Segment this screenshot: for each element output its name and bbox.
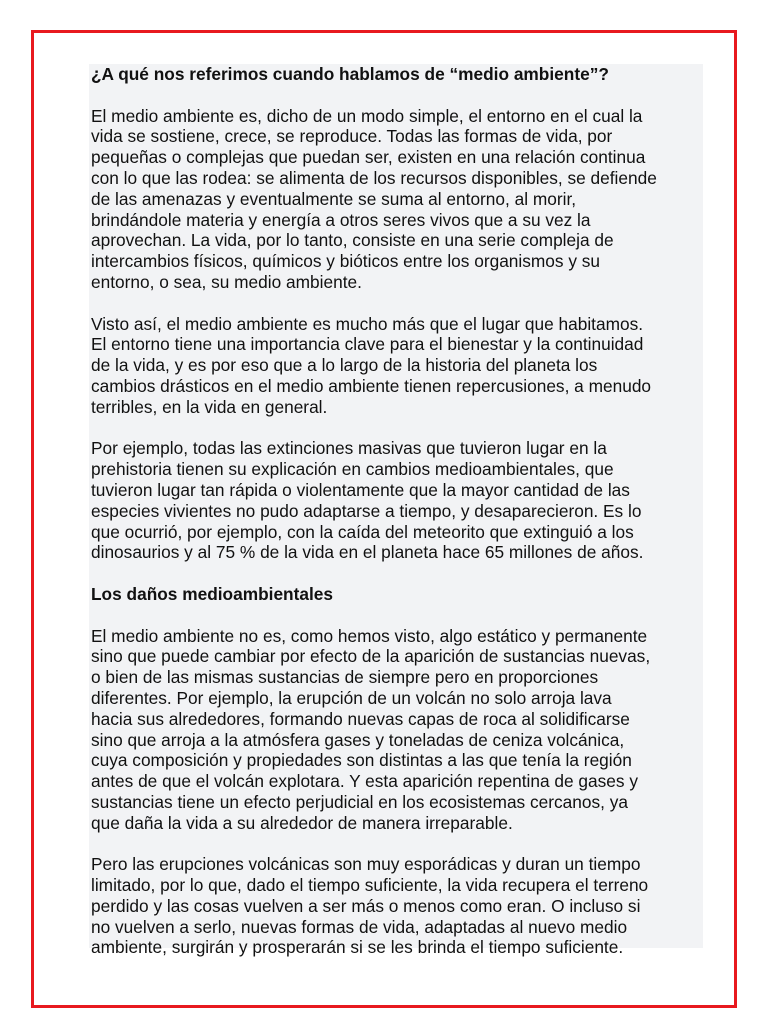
paragraph-erupciones	[91, 854, 709, 958]
text-line: ambiente, surgirán y prosperarán si se les brinda el tiempo suficiente.	[91, 937, 624, 958]
text-line: que ocurrió, por ejemplo, con la caída del meteorito que extinguió a los	[91, 521, 634, 542]
text-line: de la vida, y es por eso que a lo largo de la historia del planeta los	[91, 355, 598, 376]
text-line: de las amenazas y eventualmente se suma al entorno, al morir,	[91, 188, 577, 209]
text-line: especies vivientes no pudo adaptarse a tiempo, y desaparecieron. Es lo	[91, 500, 642, 521]
paragraph-extinciones	[91, 438, 709, 563]
text-line: El medio ambiente no es, como hemos visto, algo estático y permanente	[91, 625, 648, 646]
paragraph-cambios	[91, 626, 709, 834]
text-line: perdido y las cosas vuelven a ser más o menos como eran. O incluso si	[91, 895, 641, 916]
text-line: cuya composición y propiedades son distintas a las que tenía la región	[91, 750, 632, 771]
text-line: Por ejemplo, todas las extinciones masivas que tuvieron lugar en la	[91, 438, 607, 459]
text-line: limitado, por lo que, dado el tiempo suficiente, la vida recupera el terreno	[91, 875, 649, 896]
text-line: vida se sostiene, crece, se reproduce. Todas las formas de vida, por	[91, 126, 613, 147]
text-line: con lo que las rodea: se alimenta de los recursos disponibles, se defiende	[91, 167, 657, 188]
text-line: entorno, o sea, su medio ambiente.	[91, 271, 362, 292]
text-line: antes de que el volcán explotara. Y esta aparición repentina de gases y	[91, 771, 638, 792]
text-line: no vuelven a serlo, nuevas formas de vida, adaptadas al nuevo medio	[91, 916, 628, 937]
text-line: cambios drásticos en el medio ambiente tienen repercusiones, a menudo	[91, 375, 652, 396]
text-line: aprovechan. La vida, por lo tanto, consiste en una serie compleja de	[91, 230, 614, 251]
text-line: sino que arroja a la atmósfera gases y toneladas de ceniza volcánica,	[91, 729, 625, 750]
text-line: El medio ambiente es, dicho de un modo simple, el entorno en el cual la	[91, 105, 643, 126]
text-line: o bien de las mismas sustancias de siempre pero en proporciones	[91, 667, 599, 688]
paragraph-importancia	[91, 314, 709, 418]
text-line: sustancias tiene un efecto perjudicial en los ecosistemas cercanos, ya	[91, 791, 628, 812]
text-line: brindándole materia y energía a otros seres vivos que a su vez la	[91, 209, 591, 230]
text-line: intercambios físicos, químicos y bióticos entre los organismos y su	[91, 251, 601, 272]
heading-danos-medioambientales: Los daños medioambientales	[91, 583, 333, 604]
document-body	[91, 64, 709, 979]
paragraph-definicion	[91, 106, 709, 293]
text-line: sino que puede cambiar por efecto de la aparición de sustancias nuevas,	[91, 646, 651, 667]
text-line: El entorno tiene una importancia clave para el bienestar y la continuidad	[91, 334, 644, 355]
text-line: diferentes. Por ejemplo, la erupción de un volcán no solo arroja lava	[91, 687, 612, 708]
text-line: hacia sus alrededores, formando nuevas capas de roca al solidificarse	[91, 708, 630, 729]
text-line: terribles, en la vida en general.	[91, 396, 328, 417]
text-line: pequeñas o complejas que puedan ser, existen en una relación continua	[91, 147, 646, 168]
text-line: tuvieron lugar tan rápida o violentamente que la mayor cantidad de las	[91, 479, 630, 500]
text-line: que daña la vida a su alrededor de manera irreparable.	[91, 812, 513, 833]
text-line: Visto así, el medio ambiente es mucho más que el lugar que habitamos.	[91, 313, 644, 334]
heading-medio-ambiente: ¿A qué nos referimos cuando hablamos de “medio ambiente”?	[91, 64, 609, 84]
text-line: Pero las erupciones volcánicas son muy esporádicas y duran un tiempo	[91, 854, 641, 875]
text-line: dinosaurios y al 75 % de la vida en el planeta hace 65 millones de años.	[91, 542, 644, 563]
text-line: prehistoria tienen su explicación en cambios medioambientales, que	[91, 459, 614, 480]
